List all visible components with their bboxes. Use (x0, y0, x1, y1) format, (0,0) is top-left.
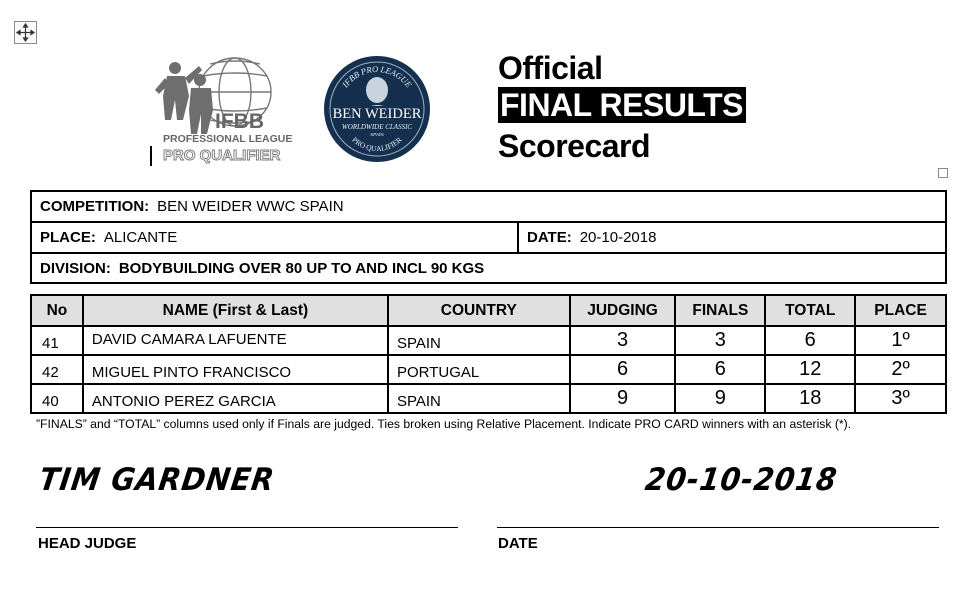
table-header-row (31, 295, 946, 326)
head-judge-signature: TIM GARDNER (36, 462, 277, 498)
place-value: ALICANTE (103, 229, 178, 246)
division-row (32, 254, 945, 282)
cell-finals: 9 (675, 384, 765, 413)
cell-no: 40 (31, 384, 83, 413)
cell-total: 6 (765, 326, 855, 355)
footnote: ”FINALS” and “TOTAL” columns used only if Finals are judged. Ties broken using Relative Placement. Indicate PRO CARD winners with an asterisk (*). (36, 417, 852, 431)
division-value: BODYBUILDING OVER 80 UP TO AND INCL 90 KGS (118, 259, 485, 277)
resize-handle[interactable] (938, 168, 948, 178)
cell-no: 42 (31, 355, 83, 384)
date-signature-line (497, 527, 939, 528)
competition-label: COMPETITION: (40, 198, 150, 215)
head-judge-signature-line (36, 527, 458, 528)
cell-total: 18 (765, 384, 855, 413)
date-value: 20-10-2018 (579, 229, 657, 246)
cell-judging: 9 (570, 384, 676, 413)
cell-name: MIGUEL PINTO FRANCISCO (83, 355, 388, 384)
svg-text:BEN WEIDER: BEN WEIDER (332, 106, 422, 122)
cell-place: 3º (855, 384, 946, 413)
competition-row (32, 192, 945, 223)
cell-place: 1º (855, 326, 946, 355)
svg-text:PRO QUALIFIER: PRO QUALIFIER (163, 147, 281, 164)
competition-info-box (30, 190, 947, 284)
cell-country: SPAIN (388, 384, 570, 413)
date-label-footer: DATE (498, 535, 538, 552)
cell-finals: 6 (675, 355, 765, 384)
svg-text:PROFESSIONAL LEAGUE: PROFESSIONAL LEAGUE (163, 133, 293, 145)
cell-no: 41 (31, 326, 83, 355)
header-name: NAME (First & Last) (83, 295, 388, 326)
date-label: DATE: (527, 229, 572, 246)
header-finals: FINALS (675, 295, 765, 326)
date-signature: 20-10-2018 (642, 462, 840, 498)
svg-text:IFBB PRO LEAGUE: IFBB PRO LEAGUE (339, 63, 414, 90)
svg-text:PRO QUALIFIER: PRO QUALIFIER (350, 135, 404, 154)
cell-place: 2º (855, 355, 946, 384)
date-cell (517, 223, 656, 252)
head-judge-label: HEAD JUDGE (38, 535, 137, 552)
table-move-handle[interactable] (14, 21, 37, 44)
ben-weider-classic-logo (322, 54, 432, 164)
header-judging: JUDGING (570, 295, 676, 326)
title-final-results: FINAL RESULTS (498, 87, 746, 123)
competition-value: BEN WEIDER WWC SPAIN (157, 198, 344, 215)
svg-text:IFBB: IFBB (215, 110, 264, 133)
results-table (30, 294, 947, 414)
cell-country: SPAIN (388, 326, 570, 355)
cell-judging: 3 (570, 326, 676, 355)
division-label: DIVISION: (40, 259, 111, 277)
cell-name: DAVID CAMARA LAFUENTE (83, 326, 388, 355)
place-date-row (32, 223, 945, 254)
title-scorecard: Scorecard (498, 128, 651, 164)
svg-text:SPAIN: SPAIN (370, 132, 384, 137)
ifbb-globe-logo-icon (155, 50, 300, 166)
cell-total: 12 (765, 355, 855, 384)
header-total: TOTAL (765, 295, 855, 326)
move-arrows-icon (15, 22, 36, 43)
table-row (31, 326, 946, 355)
cell-judging: 6 (570, 355, 676, 384)
table-row (31, 384, 946, 413)
cell-country: PORTUGAL (388, 355, 570, 384)
ben-weider-seal-icon (322, 54, 432, 164)
header-country: COUNTRY (388, 295, 570, 326)
place-label: PLACE: (40, 229, 96, 246)
svg-text:WORLDWIDE CLASSIC: WORLDWIDE CLASSIC (341, 123, 413, 131)
ifbb-pro-league-logo (155, 50, 300, 166)
title-official: Official (498, 50, 603, 86)
cell-name: ANTONIO PEREZ GARCIA (83, 384, 388, 413)
table-row (31, 355, 946, 384)
text-cursor (150, 146, 152, 166)
header-place: PLACE (855, 295, 946, 326)
header-no: No (31, 295, 83, 326)
cell-finals: 3 (675, 326, 765, 355)
